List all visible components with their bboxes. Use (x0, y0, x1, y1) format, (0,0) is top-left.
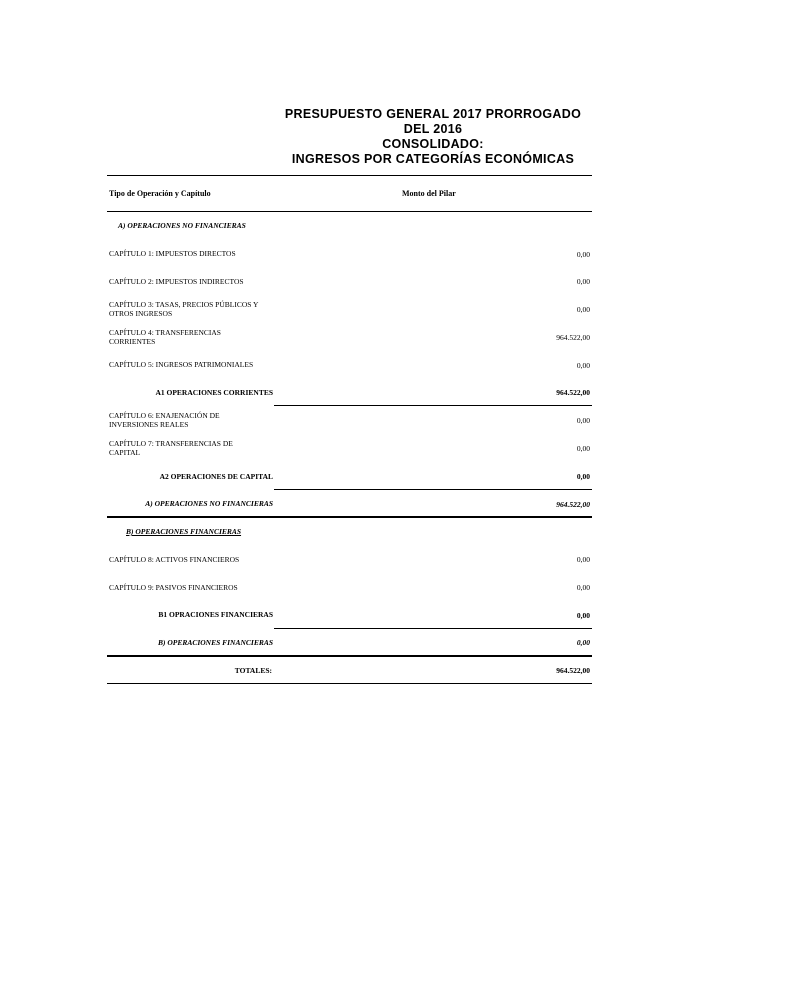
row-value: 964.522,00 (556, 333, 590, 342)
row-value: 0,00 (576, 277, 590, 286)
row-label: CAPÍTULO 9: PASIVOS FINANCIEROS (109, 583, 238, 592)
row-value: 0,00 (576, 583, 590, 592)
row-value: 0,00 (576, 305, 590, 314)
document-title (283, 107, 583, 167)
title-line-4: INGRESOS POR CATEGORÍAS ECONÓMICAS (291, 152, 575, 166)
subtotal-value: 0,00 (576, 472, 590, 481)
row-value: 0,00 (576, 250, 590, 259)
row-label: CAPÍTULO 5: INGRESOS PATRIMONIALES (109, 360, 254, 369)
section-rule (107, 655, 592, 657)
column-header-operation: Tipo de Operación y Capítulo (109, 189, 211, 198)
title-line-2: DEL 2016 (403, 122, 463, 136)
row-label: CAPÍTULO 8: ACTIVOS FINANCIEROS (109, 555, 240, 564)
subtotal-rule (274, 489, 592, 490)
header-bottom-rule (107, 211, 592, 212)
row-value: 0,00 (576, 444, 590, 453)
subtotal-label: A1 OPERACIONES CORRIENTES (155, 388, 273, 397)
row-value: 0,00 (576, 361, 590, 370)
title-line-1: PRESUPUESTO GENERAL 2017 PRORROGADO (284, 107, 582, 121)
subtotal-rule (274, 405, 592, 406)
title-line-3: CONSOLIDADO: (382, 137, 484, 151)
section-rule (107, 516, 592, 518)
header-top-rule (107, 175, 592, 176)
subtotal-value: 0,00 (576, 611, 590, 620)
section-b-title: B) OPERACIONES FINANCIERAS (126, 527, 242, 536)
row-label: CAPÍTULO 1: IMPUESTOS DIRECTOS (109, 249, 236, 258)
totals-value: 964.522,00 (556, 666, 590, 675)
row-value: 0,00 (576, 555, 590, 564)
totals-rule (107, 683, 592, 684)
row-label: CAPÍTULO 4: TRANSFERENCIAS CORRIENTES (109, 328, 221, 346)
column-header-amount: Monto del Pilar (402, 189, 456, 198)
row-value: 0,00 (576, 416, 590, 425)
row-label: CAPÍTULO 7: TRANSFERENCIAS DE CAPITAL (109, 439, 233, 457)
section-a-title: A) OPERACIONES NO FINANCIERAS (118, 221, 246, 230)
subtotal-rule (274, 628, 592, 629)
subtotal-label: A2 OPERACIONES DE CAPITAL (159, 472, 273, 481)
subtotal-value: 964.522,00 (556, 388, 590, 397)
row-label: CAPÍTULO 2: IMPUESTOS INDIRECTOS (109, 277, 244, 286)
section-total-value: 0,00 (576, 638, 590, 647)
subtotal-label: B1 OPRACIONES FINANCIERAS (158, 610, 273, 619)
section-total-label: B) OPERACIONES FINANCIERAS (157, 638, 273, 647)
section-total-value: 964.522,00 (556, 500, 590, 509)
row-label: CAPÍTULO 3: TASAS, PRECIOS PÚBLICOS Y OTROS INGRESOS (109, 300, 259, 318)
section-total-label: A) OPERACIONES NO FINANCIERAS (145, 499, 273, 508)
row-label: CAPÍTULO 6: ENAJENACIÓN DE INVERSIONES REALES (109, 411, 220, 429)
totals-label: TOTALES: (234, 666, 272, 675)
